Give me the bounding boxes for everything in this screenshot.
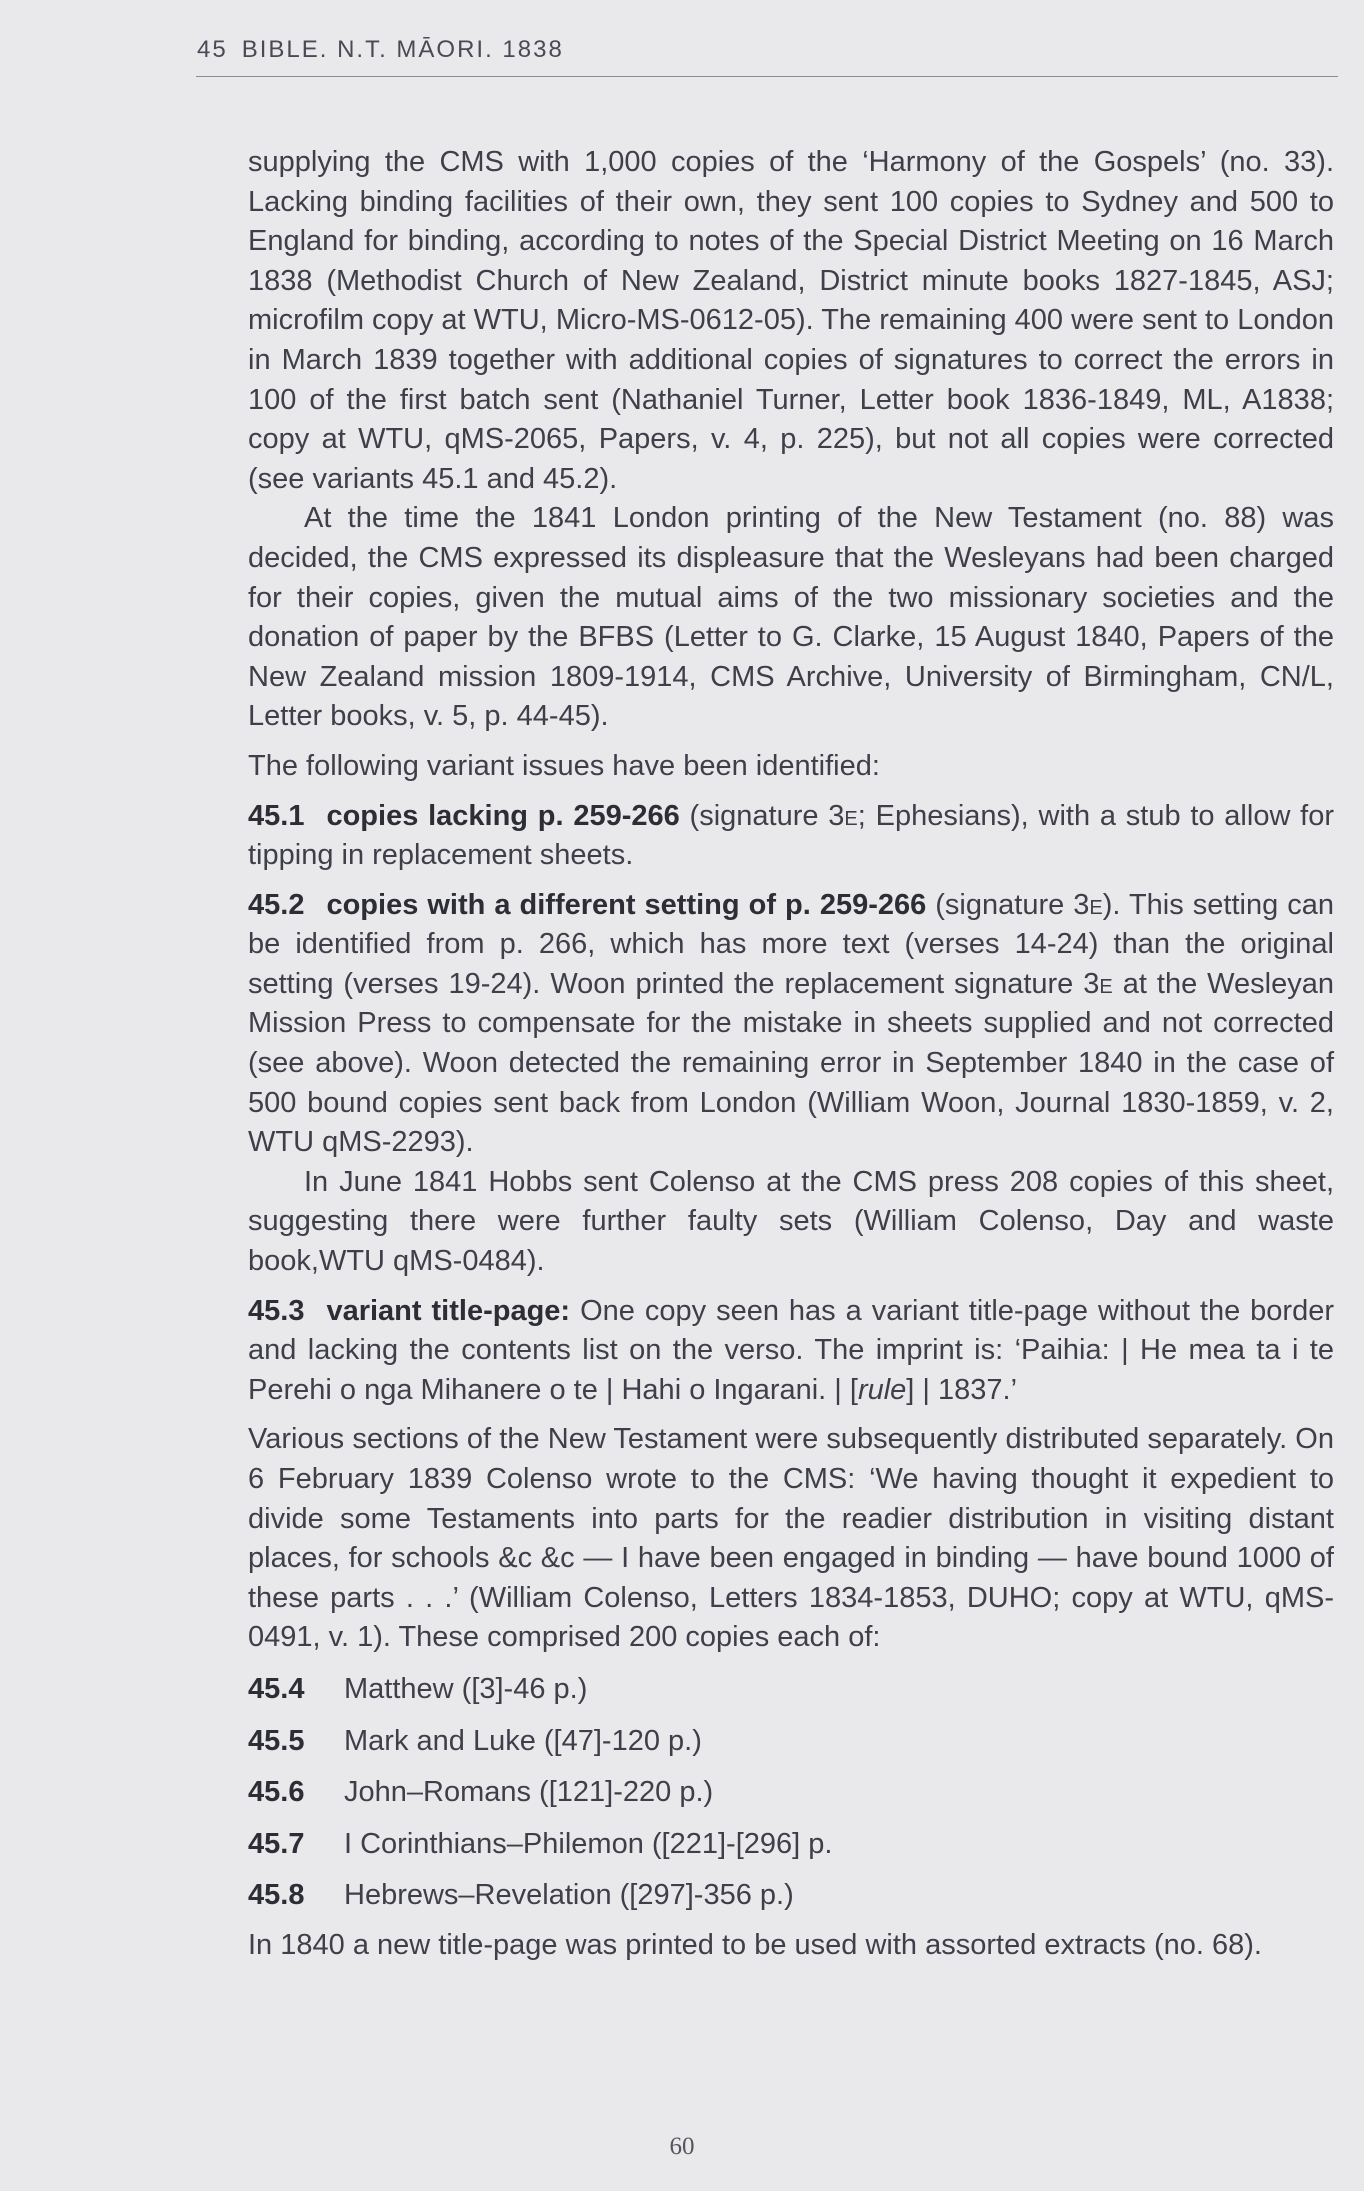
variant-45-2: 45.2 copies with a different setting of p. 259-266 (signature 3e). This setting can be identified from p. 266, which has more text (verses 14-24) than the original setting (verses 19-24). Woon printed the replacement signature 3e at the Wesleyan Mission Press to compensate for the mistake in sheets supplied and not corrected (see above). Woon detected the remaining error in September 1840 in the case of 500 bound copies sent back from London (William Woon, Journal 1830-1859, v. 2, WTU qMS-2293). [248,888,1334,1159]
running-head [197,36,578,64]
paragraph: In June 1841 Hobbs sent Colenso at the CMS press 208 copies of this sheet, suggesting there were further faulty sets (William Colenso, Day and waste book,WTU qMS-0484). [248,1165,1334,1278]
part-number: 45.8 [248,1879,305,1912]
paragraph: supplying the CMS with 1,000 copies of the ‘Harmony of the Gospels’ (no. 33). Lacking binding facilities of their own, they sent 100 copies to Sydney and 500 to England for binding, according to notes of the Special District Meeting on 16 March 1838 (Methodist Church of New Zealand, District minute books 1827-1845, ASJ; microfilm copy at WTU, Micro-MS-0612-05). The remaining 400 were sent to London in March 1839 together with additional copies of signatures to correct the errors in 100 of the first batch sent (Nathaniel Turner, Letter book 1836-1849, ML, A1838; copy at WTU, qMS-2065, Papers, v. 4, p. 225), but not all copies were corrected (see variants 45.1 and 45.2). [248,146,1334,495]
variant-45-1: 45.1 copies lacking p. 259-266 (signature 3e; Ephesians), with a stub to allow for tipping in replacement sheets. [248,799,1335,872]
part-item [248,1722,1334,1762]
part-item [248,1876,1334,1916]
header-rule [196,76,1338,77]
variant-title: copies with a different setting of p. 259-266 [326,888,927,921]
variant-number: 45.3 [248,1294,305,1327]
variant-45-3: 45.3 variant title-page: One copy seen has a variant title-page without the border and lacking the contents list on the verso. The imprint is: ‘Paihia: | He mea ta i te Perehi o nga Mihanere o te | Hahi o Ingarani. | [rule] | 1837.’ [248,1294,1334,1406]
part-text: Hebrews–Revelation ([297]-356 p.) [344,1879,794,1912]
part-number: 45.6 [248,1776,305,1809]
running-title: BIBLE. N.T. MĀORI. 1838 [241,36,564,63]
page-number: 60 [669,2133,695,2160]
signature-mark: e [844,799,858,832]
part-number: 45.5 [248,1724,305,1757]
paragraph: In 1840 a new title-page was printed to be used with assorted extracts (no. 68). [248,1928,1262,1961]
paragraph: At the time the 1841 London printing of the New Testament (no. 88) was decided, the CMS expressed its displeasure that the Wesleyans had been charged for their copies, given the mutual aims of the two missionary societies and the donation of paper by the BFBS (Letter to G. Clarke, 15 August 1840, Papers of the New Zealand mission 1809-1914, CMS Archive, University of Birmingham, CN/L, Letter books, v. 5, p. 44-45). [248,502,1334,733]
part-number: 45.4 [248,1672,305,1705]
signature-mark: e [1089,888,1103,921]
paragraph: The following variant issues have been identified: [248,749,880,782]
part-item [248,1773,1334,1813]
part-text: Mark and Luke ([47]-120 p.) [344,1724,702,1757]
part-number: 45.7 [248,1827,305,1860]
variant-title: variant title-page: [326,1294,571,1327]
part-text: Matthew ([3]-46 p.) [344,1672,588,1705]
entry-body [248,143,1334,1966]
part-text: John–Romans ([121]-220 p.) [344,1776,714,1809]
rule-word: rule [857,1373,907,1406]
part-item [248,1825,1334,1865]
signature-mark: e [1099,967,1113,1000]
part-text: I Corinthians–Philemon ([221]-[296] p. [344,1827,833,1860]
paragraph: Various sections of the New Testament were subsequently distributed separately. On 6 February 1839 Colenso wrote to the CMS: ‘We having thought it expedient to divide some Testaments into parts for the readier distribution in visiting distant places, for schools &c &c — I have been engaged in binding — have bound 1000 of these parts . . .’ (William Colenso, Letters 1834-1853, DUHO; copy at WTU, qMS-0491, v. 1). These comprised 200 copies each of: [248,1423,1334,1654]
entry-number: 45 [197,36,228,63]
variant-title: copies lacking p. 259-266 [326,799,680,832]
part-item [248,1670,1334,1710]
variant-number: 45.1 [248,799,305,832]
variant-number: 45.2 [248,888,305,921]
